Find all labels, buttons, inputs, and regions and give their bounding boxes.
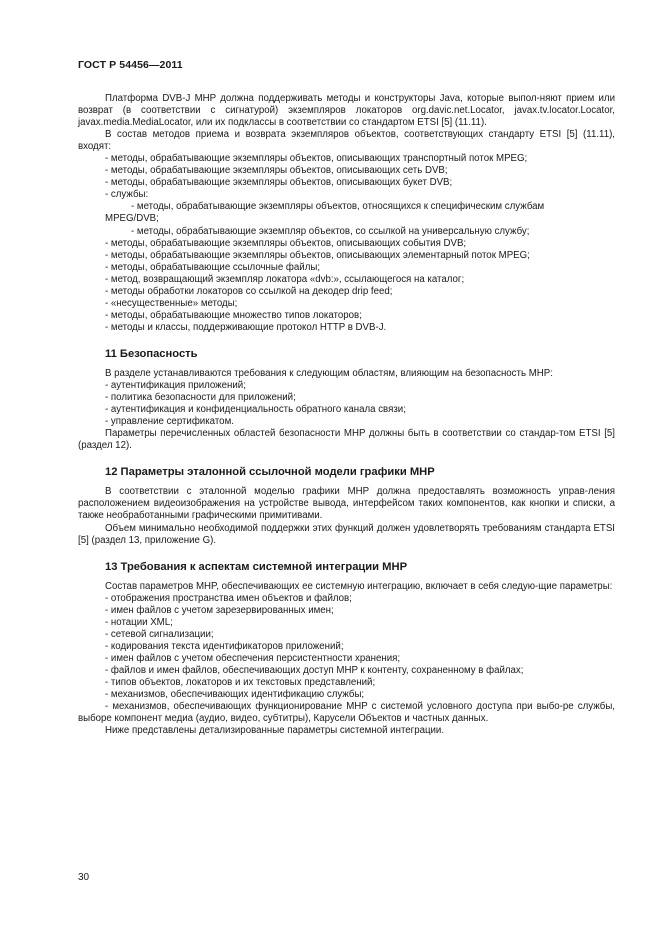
sub-list-item: - методы, обрабатывающие экземпляр объектов, со ссылкой на универсальную службу;: [131, 225, 530, 237]
list-item: - политика безопасности для приложений;: [105, 392, 296, 404]
document-body: [78, 93, 615, 737]
section-heading-11: 11 Безопасность: [105, 347, 198, 360]
paragraph-platform: Платформа DVB-J MHP должна поддерживать методы и конструкторы Java, которые выпол-няют прием или возврат (в соответствии с сигнатурой) экземпляров локаторов org.davic.net.Locator, javax.tv.locator.Locator, javax.media.MediaLocator, или их подклассы в соответствии со стандартом ETSI [5] (11.11).: [78, 93, 615, 129]
paragraph-integration-end: Ниже представлены детализированные параметры системной интеграции.: [105, 725, 445, 737]
list-item: - механизмов, обеспечивающих идентификацию службы;: [105, 689, 365, 701]
list-item: - службы:: [105, 189, 149, 201]
list-item-long: - механизмов, обеспечивающих функционирование MHP с системой условного доступа при выбо-ре службы, выборе компонент медиа (аудио, видео, субтитры), Карусели Объектов и частных данных.: [78, 701, 615, 725]
list-item: - отображения пространства имен объектов и файлов;: [105, 592, 352, 604]
list-item: - имен файлов с учетом обеспечения персистентности хранения;: [105, 652, 401, 664]
list-item: - нотации XML;: [105, 616, 173, 628]
paragraph-methods-intro: В состав методов приема и возврата экземпляров объектов, соответствующих стандарту ETSI [5] (11.11), входят:: [78, 129, 615, 153]
section-heading-13: 13 Требования к аспектам системной интеграции MHP: [105, 560, 408, 573]
list-item: - аутентификация и конфиденциальность обратного канала связи;: [105, 404, 406, 416]
list-item: - методы, обрабатывающие экземпляры объектов, описывающих сеть DVB;: [105, 165, 448, 177]
spacer: [78, 334, 615, 348]
spacer: [78, 573, 615, 581]
paragraph-integration-intro: Состав параметров MHP, обеспечивающих ее системную интеграцию, включает в себя следую-щие параметры:: [105, 580, 613, 592]
page-number: 30: [78, 872, 90, 883]
list-item: - методы и классы, поддерживающие протокол HTTP в DVB-J.: [105, 321, 387, 333]
list-item: - типов объектов, локаторов и их текстовых представлений;: [105, 677, 376, 689]
spacer: [78, 478, 615, 486]
list-item: - кодирования текста идентификаторов приложений;: [105, 640, 344, 652]
list-item: - методы, обрабатывающие экземпляры объектов, описывающих букет DVB;: [105, 177, 453, 189]
list-item: - методы, обрабатывающие экземпляры объектов, описывающих транспортный поток MPEG;: [105, 153, 528, 165]
sub-list-item: - методы, обрабатывающие экземпляры объектов, относящихся к специфическим службам: [131, 201, 545, 213]
list-item: - имен файлов с учетом зарезервированных имен;: [105, 604, 334, 616]
section-heading-12: 12 Параметры эталонной ссылочной модели графики MHP: [105, 466, 435, 479]
list-item: - методы, обрабатывающие экземпляры объектов, описывающих элементарный поток MPEG;: [105, 249, 530, 261]
paragraph-graphics-model: В соответствии с эталонной моделью графики MHP должна предоставлять возможность управ-ления расположением видеоизображения на устройстве вывода, интерфейсом таких компонентов, как кнопки и списки, а также необработанными графическими примитивами.: [78, 486, 615, 522]
spacer: [78, 547, 615, 561]
list-item: - методы, обрабатывающие множество типов локаторов;: [105, 309, 362, 321]
paragraph-security-params: Параметры перечисленных областей безопасности MHP должны быть в соответствии со стандар-том ETSI [5] (раздел 12).: [78, 428, 615, 452]
list-item: - методы, обрабатывающие экземпляры объектов, описывающих события DVB;: [105, 237, 467, 249]
spacer: [78, 452, 615, 466]
list-item: - аутентификация приложений;: [105, 380, 246, 392]
list-item: - методы обработки локаторов со ссылкой на декодер drip feed;: [105, 285, 393, 297]
spacer: [78, 360, 615, 368]
list-item: - «несущественные» методы;: [105, 297, 238, 309]
list-item: - метод, возвращающий экземпляр локатора «dvb:», ссылающегося на каталог;: [105, 273, 465, 285]
paragraph-graphics-support: Объем минимально необходимой поддержки этих функций должен удовлетворять требованиям стандарта ETSI [5] (раздел 13, приложение G).: [78, 522, 615, 546]
list-item: - управление сертификатом.: [105, 416, 234, 428]
list-item: - файлов и имен файлов, обеспечивающих доступ MHP к контенту, сохраненному в файлах;: [105, 664, 524, 676]
document-header: ГОСТ Р 54456—2011: [78, 59, 183, 71]
list-item: - сетевой сигнализации;: [105, 628, 214, 640]
sub-list-item-continuation: MPEG/DVB;: [105, 213, 159, 225]
paragraph-security-intro: В разделе устанавливаются требования к следующим областям, влияющим на безопасность MHP:: [105, 367, 553, 379]
list-item: - методы, обрабатывающие ссылочные файлы;: [105, 261, 321, 273]
